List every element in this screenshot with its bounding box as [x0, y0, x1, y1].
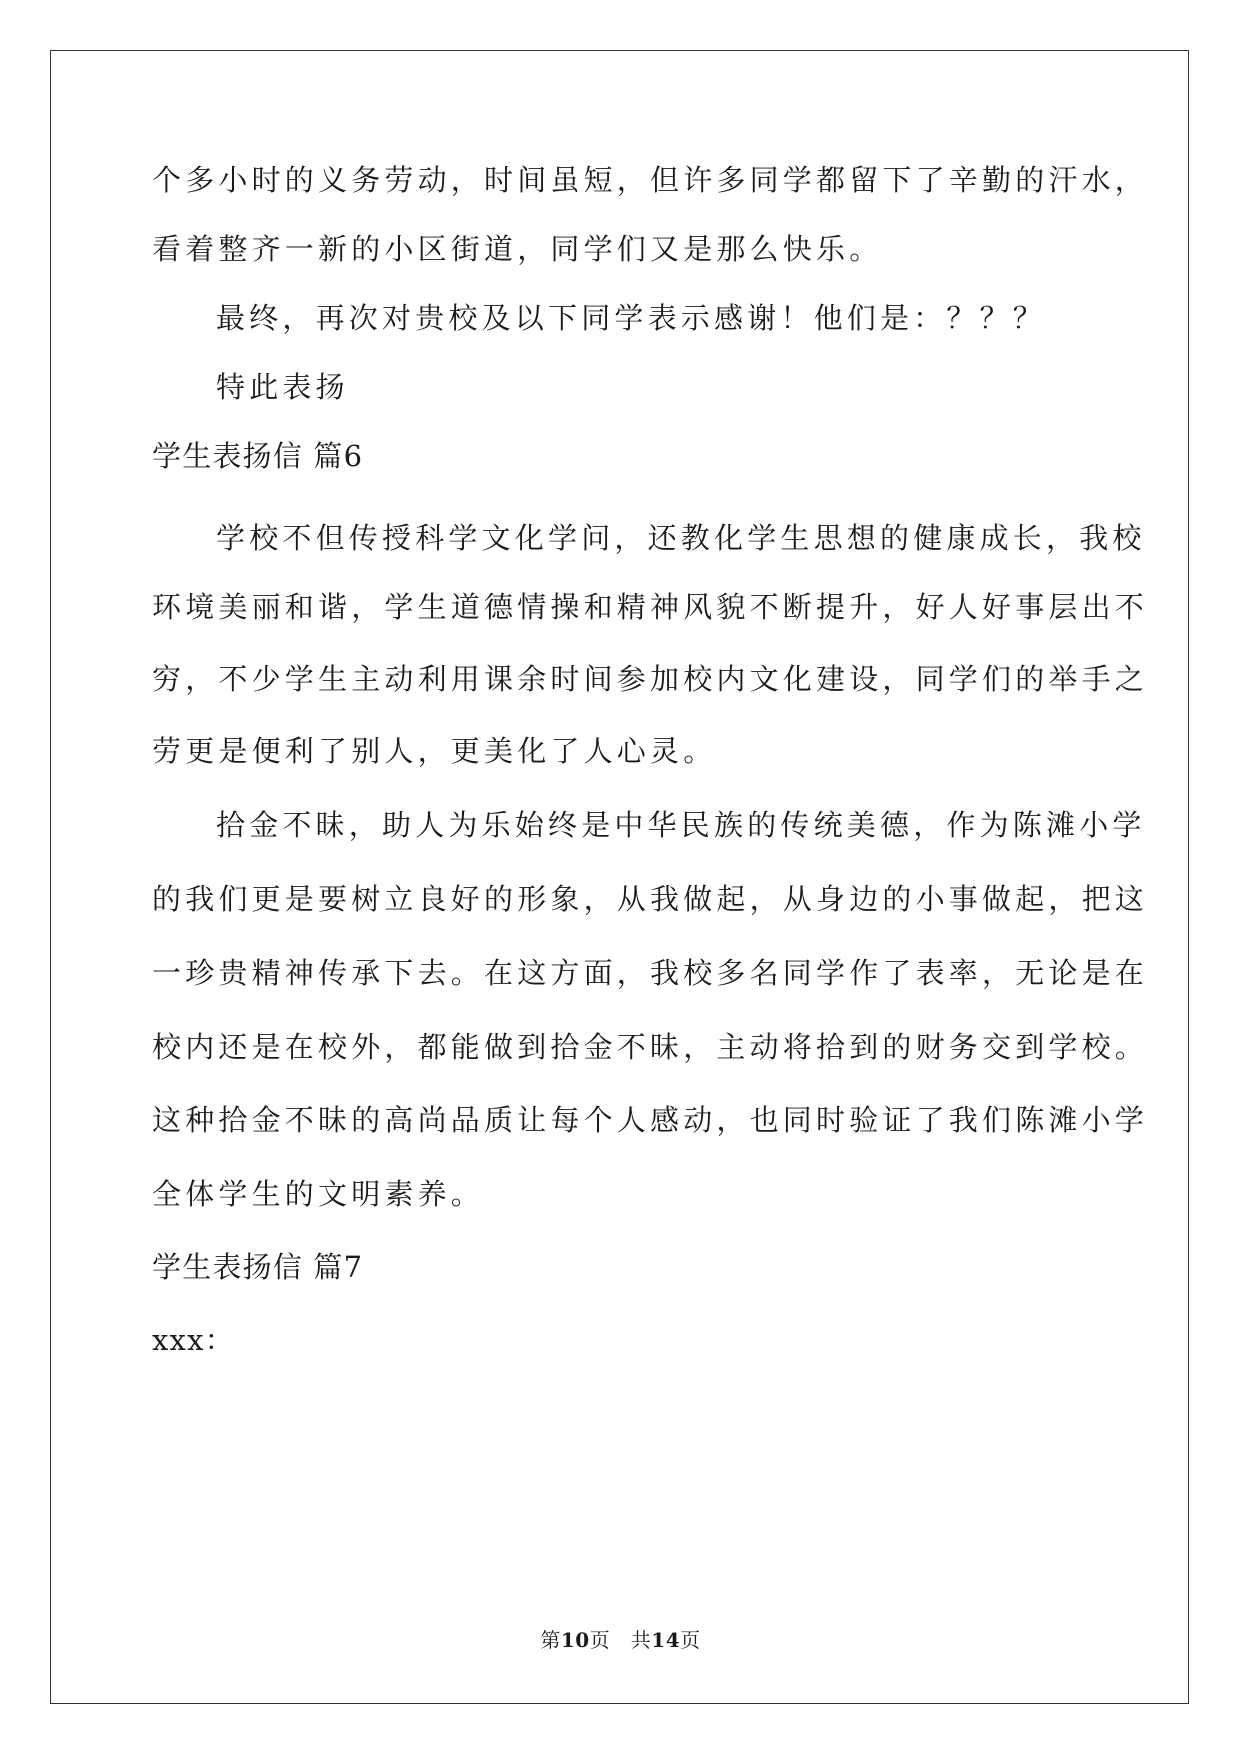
salutation: xxx：	[152, 1323, 235, 1357]
footer-prefix: 第	[540, 1628, 561, 1652]
text-line-3: 最终，再次对贵校及以下同学表示感谢！他们是：？？？	[216, 301, 1047, 335]
footer-middle: 页 共	[589, 1628, 652, 1652]
text-line-6: 学校不但传授科学文化学问，还教化学生思想的健康成长，我校	[216, 521, 1146, 555]
current-page-number: 10	[560, 1628, 590, 1652]
text-line-10: 拾金不昧，助人为乐始终是中华民族的传统美德，作为陈滩小学	[216, 808, 1146, 842]
text-line-2: 看着整齐一新的小区街道，同学们又是那么快乐。	[152, 232, 883, 266]
page-footer	[0, 1626, 1241, 1654]
section-heading-7: 学生表扬信 篇7	[152, 1250, 364, 1284]
text-line-1: 个多小时的义务劳动，时间虽短，但许多同学都留下了辛勤的汗水，	[152, 163, 1149, 197]
text-line-4: 特此表扬	[216, 370, 349, 404]
text-line-15: 全体学生的文明素养。	[152, 1177, 485, 1211]
text-line-7: 环境美丽和谐，学生道德情操和精神风貌不断提升，好人好事层出不	[152, 590, 1149, 624]
total-pages-number: 14	[651, 1628, 681, 1652]
text-line-14: 这种拾金不昧的高尚品质让每个人感动，也同时验证了我们陈滩小学	[152, 1103, 1149, 1137]
text-line-13: 校内还是在校外，都能做到拾金不昧，主动将拾到的财务交到学校。	[152, 1030, 1149, 1064]
text-line-12: 一珍贵精神传承下去。在这方面，我校多名同学作了表率，无论是在	[152, 956, 1149, 990]
footer-suffix: 页	[680, 1628, 701, 1652]
text-line-8: 穷，不少学生主动利用课余时间参加校内文化建设，同学们的举手之	[152, 662, 1149, 696]
text-line-11: 的我们更是要树立良好的形象，从我做起，从身边的小事做起，把这	[152, 882, 1149, 916]
section-heading-6: 学生表扬信 篇6	[152, 439, 364, 473]
text-line-9: 劳更是便利了别人，更美化了人心灵。	[152, 734, 717, 768]
